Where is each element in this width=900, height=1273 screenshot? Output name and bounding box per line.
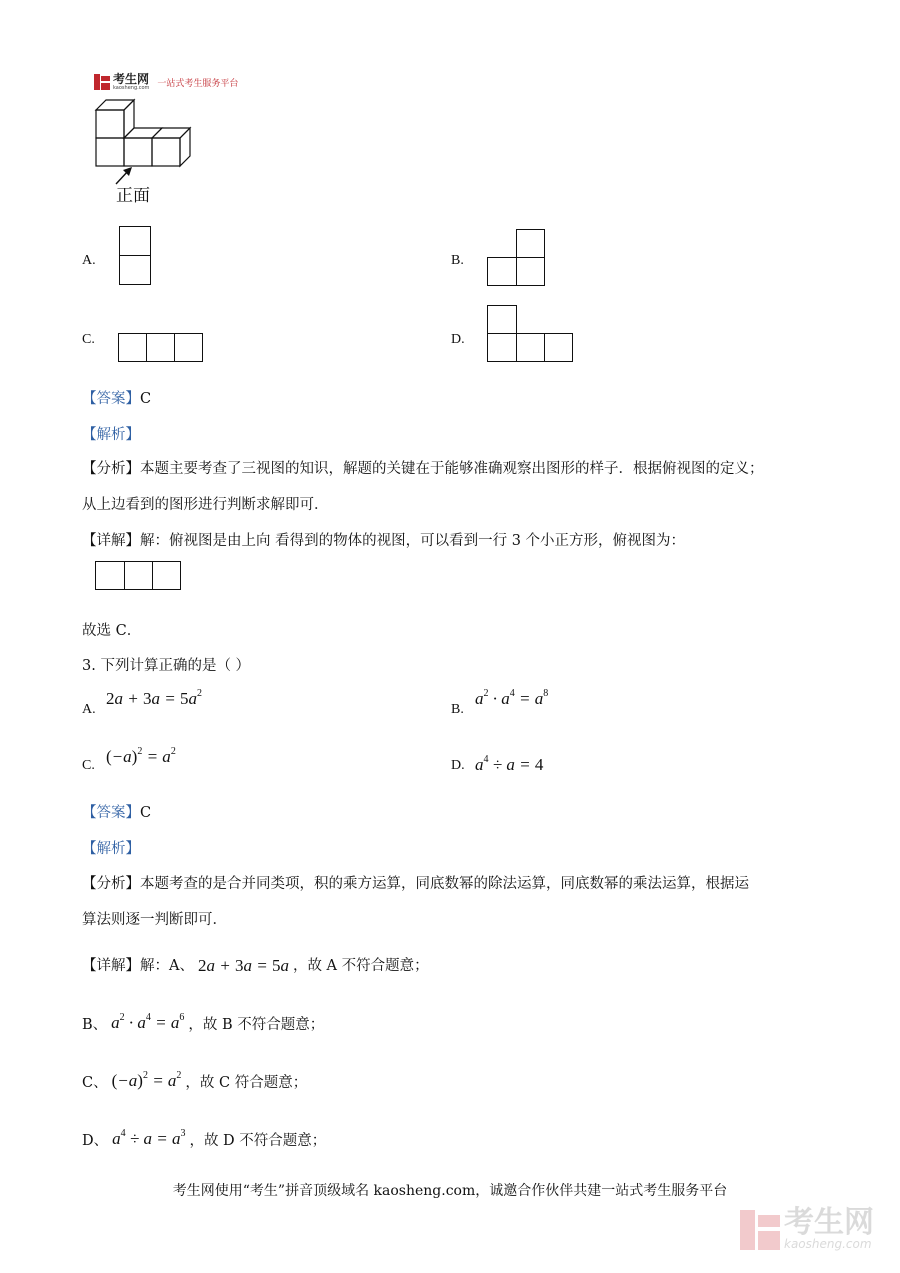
q3-option-b-formula: $a^2 \cdot a^4 = a^8$ [475,688,549,708]
option-c-shape-2 [146,333,175,362]
option-a-shape-top [119,226,151,256]
q3-detail-d [82,1128,326,1153]
detail-a-formula: 2a + 3a = 5a [197,956,289,975]
q2-answer [82,388,151,410]
footer-text: 考生网使用“考生”拼音顶级域名 kaosheng.com，诚邀合作伙伴共建一站式考生服务平台 [172,1183,728,1199]
q3-detail-a [82,955,429,977]
detail-d-formula: $a^4 \div a = a^3$ [112,1128,186,1148]
detail-prefix: 解：A、 [140,958,194,974]
option-b-letter: B. [451,253,464,268]
q2-conclusion: 故选 C． [82,623,142,639]
cube-figure [92,96,202,172]
option-b-shape-top [516,229,545,258]
detail-tag: 【详解】 [82,533,140,549]
q3-detail-c [82,1070,307,1095]
watermark [740,1205,874,1251]
option-d-shape-1 [487,333,517,362]
analysis-intro-tag: 【分析】 [82,461,140,477]
q3-option-a-letter: A. [82,702,96,717]
logo-slogan: 一站式考生服务平台 [157,78,239,89]
detail-c-formula: $(-a)^2 = a^2$ [111,1070,182,1090]
detail-tag: 【详解】 [82,958,140,974]
detail-d-suffix: ，故 D 不符合题意； [189,1132,327,1149]
detail-b-formula: $a^2 \cdot a^4 = a^6$ [111,1012,185,1032]
detail-c-suffix: ，故 C 符合题意； [185,1074,308,1091]
q3-answer [82,802,151,824]
option-b-shape-bottom-right [516,257,545,286]
option-d-shape-2 [516,333,545,362]
watermark-name: 考生网 [784,1205,874,1240]
answer-value: C [140,805,152,821]
logo-domain: kaosheng.com [113,84,150,91]
detail-text: 解：俯视图是由上向 看得到的物体的视图，可以看到一行 3 个小正方形，俯视图为： [140,533,686,549]
front-label: 正面 [116,186,150,206]
kaosheng-watermark-icon [740,1210,780,1250]
option-c-shape-3 [174,333,203,362]
watermark-domain: kaosheng.com [784,1237,872,1251]
detail-c-prefix: C、 [82,1074,108,1091]
watermark-text [784,1205,874,1251]
top-view-cell-2 [124,561,153,590]
detail-b-prefix: B、 [82,1016,108,1033]
q2-analysis-tag: 【解析】 [82,427,140,443]
logo-text [113,71,150,91]
q3-option-c-formula: $(-a)^2 = a^2$ [106,746,176,766]
header-logo [94,72,238,92]
detail-a-suffix: ，故 A 不符合题意； [292,958,429,974]
q2-analysis-line2: 从上边看到的图形进行判断求解即可． [82,497,329,513]
q2-detail [82,530,842,552]
analysis-text: 本题考查的是合并同类项，积的乘方运算，同底数幂的除法运算，同底数幂的乘法运算，根据运 [140,876,749,892]
option-b-shape-bottom-left [487,257,517,286]
option-d-letter: D. [451,332,465,347]
answer-tag: 【答案】 [82,805,140,821]
q3-option-a-formula: $2a + 3a = 5a^2$ [106,688,202,708]
option-d-shape-top [487,305,517,334]
option-c-shape-1 [118,333,147,362]
detail-d-prefix: D、 [82,1132,109,1149]
q3-option-d-formula: $a^4 \div a = 4$ [475,754,544,774]
q3-analysis-line2: 算法则逐一判断即可． [82,912,227,928]
q3-option-c-letter: C. [82,758,95,773]
q3-analysis-tag: 【解析】 [82,841,140,857]
answer-value: C [140,391,152,407]
detail-b-suffix: ，故 B 不符合题意； [188,1016,325,1033]
q2-analysis-line1 [82,458,842,480]
analysis-intro-tag: 【分析】 [82,876,140,892]
q3-option-b-letter: B. [451,702,464,717]
option-c-letter: C. [82,332,95,347]
analysis-text: 本题主要考查了三视图的知识，解题的关键在于能够准确观察出图形的样子．根据俯视图的定义； [140,461,764,477]
option-a-shape-bottom [119,255,151,285]
logo-name: 考生网 [113,71,150,86]
top-view-cell-1 [95,561,125,590]
kaosheng-logo-icon [94,74,110,90]
top-view-cell-3 [152,561,181,590]
q3-analysis-line1 [82,873,842,895]
q3-detail-b [82,1012,324,1037]
option-d-shape-3 [544,333,573,362]
q3-stem: 3. 下列计算正确的是（ ） [82,658,251,674]
answer-tag: 【答案】 [82,391,140,407]
q3-option-d-letter: D. [451,758,465,773]
option-a-letter: A. [82,253,96,268]
